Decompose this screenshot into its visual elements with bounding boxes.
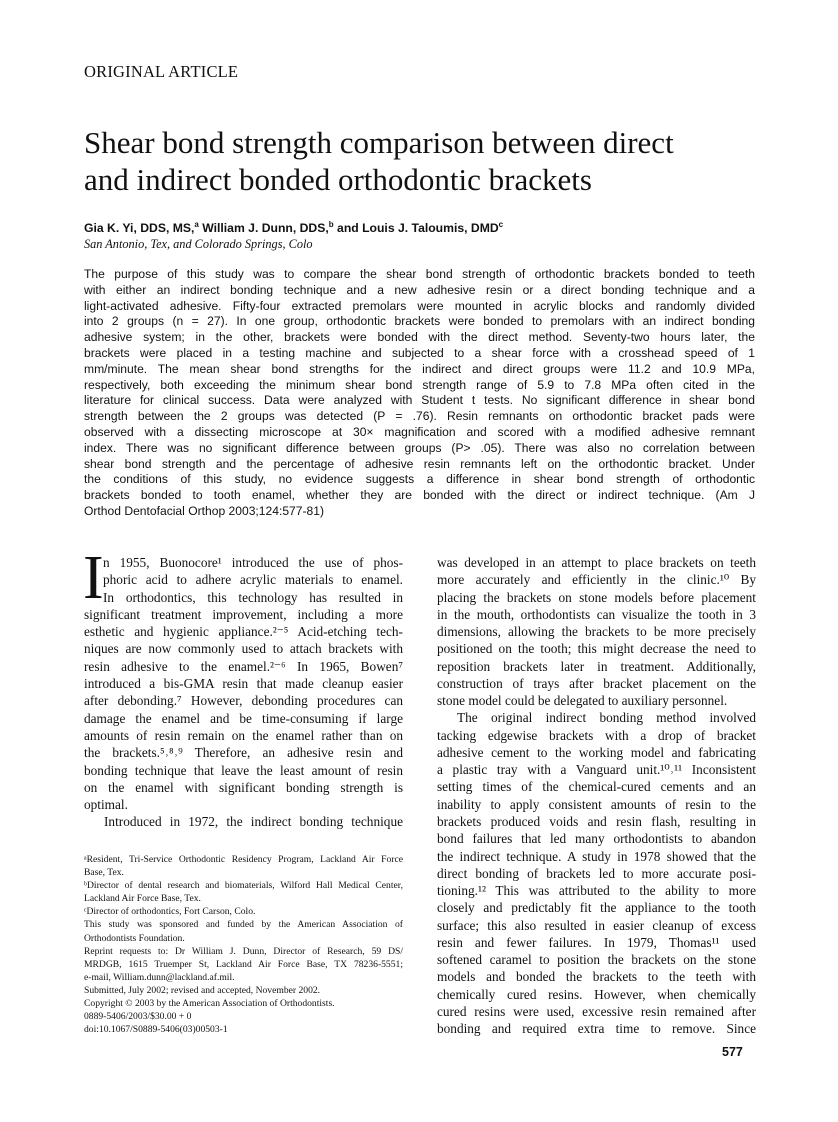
author-mark: a — [194, 220, 199, 229]
footnote-paragraph — [84, 918, 403, 944]
body-text-line: damage the enamel and be time-consuming if large — [84, 710, 403, 726]
page-number: 577 — [722, 1045, 743, 1059]
footnote-line: ᵇDirector of dental research and biomaterials, Wilford Hall Medical Center, — [84, 880, 403, 892]
footnote-line: Reprint requests to: Dr William J. Dunn, Director of Research, 59 DS/ — [84, 945, 403, 957]
body-text-line: bond failures that led many orthodontists to abandon — [437, 831, 756, 847]
abstract-line: with either an indirect bonding technique and a new adhesive resin or a direct bonding technique and a — [84, 282, 755, 297]
abstract-line: brackets bonded to tooth enamel, whether they are bonded with the direct or indirect technique. (Am J — [84, 488, 755, 503]
section-label: ORIGINAL ARTICLE — [84, 62, 239, 81]
body-column-left — [84, 554, 403, 831]
body-text-line: phoric acid to adhere acrylic materials to enamel. — [103, 572, 403, 588]
author-mark: b — [328, 220, 334, 229]
body-text-line: stone model could be delegated to auxiliary personnel. — [437, 693, 728, 709]
body-text-line: optimal. — [84, 797, 128, 813]
abstract-line: literature for clinical success. Data were analyzed with Student t tests. No significant difference in shear bond — [84, 393, 755, 408]
body-text-line: inability to apply consistent amounts of resin to the — [437, 796, 756, 812]
footnote-paragraph — [84, 997, 403, 1010]
body-text-line: resin and fewer failures. In 1979, Thomas¹¹ used — [437, 934, 756, 950]
body-text-line: Introduced in 1972, the indirect bonding technique — [104, 814, 403, 830]
abstract-line: strength between the 2 groups was detected (P = .76). Resin remnants on orthodontic bracket pads were — [84, 409, 755, 424]
footnote-line: doi:10.1067/S0889-5406(03)00503-1 — [84, 1024, 228, 1036]
body-text-line: construction of trays after bracket placement on the — [437, 675, 756, 691]
footnote-paragraph — [84, 853, 403, 879]
body-text-line: on the enamel with significant bonding strength is — [84, 779, 403, 795]
body-text-line: setting times of the chemical-cured cements and an — [437, 779, 756, 795]
body-text-line: tioning.¹² This was attributed to the ability to more — [437, 883, 756, 899]
abstract-line: observed with a dissecting microscope at 30× magnification and scored with a modified adhesive remnant — [84, 424, 755, 439]
abstract — [84, 267, 755, 520]
author-mark: c — [498, 220, 504, 229]
body-text-line: a plastic tray with a Vanguard unit.¹⁰˒¹¹ Inconsistent — [437, 762, 756, 778]
footnote-line: e-mail, William.dunn@lackland.af.mil. — [84, 971, 235, 983]
abstract-line: respectively, both exceeding the minimum shear bond strength range of 5.9 to 7.8 MPa often cited in the — [84, 377, 755, 392]
footnote-paragraph — [84, 1010, 403, 1023]
body-text-line: direct bonding of brackets led to more accurate posi- — [437, 865, 756, 881]
body-text-line: more accurately and efficiently in the clinic.¹⁰ By — [437, 572, 756, 588]
body-text-line: models and bonded the brackets to the teeth with — [437, 969, 756, 985]
abstract-line: index. There was no significant difference between groups (P> .05). There was also no correlation between — [84, 440, 755, 455]
affiliation: San Antonio, Tex, and Colorado Springs, Colo — [84, 237, 313, 251]
article-title — [84, 124, 784, 198]
body-text-line: resin adhesive to the enamel.²⁻⁶ In 1965, Bowen⁷ — [84, 658, 403, 674]
author-name: and Louis J. Taloumis, DMD — [337, 221, 499, 236]
body-text-line: the brackets.⁵˒⁸˒⁹ Therefore, an adhesive resin and — [84, 745, 403, 761]
author-name: William J. Dunn, DDS, — [202, 221, 329, 236]
footnotes — [84, 853, 403, 1036]
footnote-paragraph — [84, 905, 403, 918]
body-text-paragraph — [84, 813, 403, 830]
body-text-line: dimensions, allowing the brackets to be more precisely — [437, 624, 756, 640]
footnote-line: Copyright © 2003 by the American Association of Orthodontists. — [84, 998, 335, 1010]
footnote-paragraph — [84, 984, 403, 997]
author-name: Gia K. Yi, DDS, MS, — [84, 221, 195, 236]
body-text-line: introduced a bis-GMA resin that made cleanup easier — [84, 676, 403, 692]
body-text-paragraph — [84, 554, 403, 813]
footnote-line: ᵃResident, Tri-Service Orthodontic Residency Program, Lackland Air Force — [84, 854, 403, 865]
body-text-line: amounts of resin remain on the enamel rather than on — [84, 727, 403, 743]
abstract-line: The purpose of this study was to compare the shear bond strength of orthodontic brackets bonded to teeth — [84, 267, 755, 281]
abstract-line: light-activated adhesive. Fifty-four extracted premolars were mounted in acrylic blocks and randomly divided — [84, 298, 755, 313]
body-text-line: chemically cured resins. However, when chemically — [437, 986, 756, 1002]
body-text-line: esthetic and hygienic appliance.²⁻⁵ Acid-etching tech- — [84, 624, 403, 640]
body-text-line: cured resins were used, excessive resin remained after — [437, 1003, 756, 1019]
body-text-line: the indirect technique. A study in 1978 showed that the — [437, 848, 756, 864]
body-text-line: The original indirect bonding method involved — [457, 710, 756, 726]
body-text-line: in the mouth, orthodontists can visualize the tooth in 3 — [437, 606, 756, 622]
body-text-line: tacking edgewise brackets with a drop of bracket — [437, 727, 756, 743]
abstract-line: into 2 groups (n = 27). In one group, orthodontic brackets were bonded to premolars with an indirect bonding — [84, 314, 755, 329]
abstract-line: mm/minute. The mean shear bond strengths for the indirect and direct groups were 11.2 and 10.9 MPa, — [84, 361, 755, 376]
body-text-paragraph — [437, 709, 756, 1037]
body-text-line: was developed in an attempt to place brackets on teeth — [437, 555, 756, 570]
footnote-line: Orthodontists Foundation. — [84, 932, 185, 944]
body-text-line: placing the brackets on stone models before placement — [437, 589, 756, 605]
drop-cap: I — [83, 544, 104, 612]
footnote-paragraph — [84, 945, 403, 984]
abstract-line: brackets were placed in a testing machine and subjected to a shear force with a crosshead speed of 1 — [84, 345, 755, 360]
body-column-right — [437, 554, 756, 1037]
abstract-line: Orthod Dentofacial Orthop 2003;124:577-81) — [84, 503, 325, 518]
footnote-line: Lackland Air Force Base, Tex. — [84, 893, 201, 905]
body-text-paragraph — [437, 554, 756, 709]
body-text-line: In orthodontics, this technology has resulted in — [103, 589, 403, 605]
title-line: Shear bond strength comparison between direct — [84, 125, 674, 160]
abstract-line: shear bond strength and the percentage of adhesive resin remnants left on the orthodontic bracket. Under — [84, 456, 755, 471]
author-list — [84, 220, 503, 235]
body-text-line: niques are now commonly used to attach brackets with — [84, 641, 403, 657]
body-text-line: bonding technique that leave the least amount of resin — [84, 762, 403, 778]
body-text-line: n 1955, Buonocore¹ introduced the use of phos- — [103, 555, 403, 570]
body-text-line: significant treatment improvement, including a more — [84, 606, 403, 622]
body-text-line: softened caramel to position the brackets on the stone — [437, 952, 756, 968]
abstract-line: the conditions of this study, no evidence suggests a difference in shear bond strength of orthodontic — [84, 472, 755, 487]
body-text-line: after debonding.⁷ However, debonding procedures can — [84, 693, 403, 709]
body-text-line: surface; this also resulted in easier cleanup of excess — [437, 917, 756, 933]
title-line: and indirect bonded orthodontic brackets — [84, 162, 592, 197]
body-text-line: positioned on the tooth; this might decrease the need to — [437, 641, 756, 657]
footnote-line: This study was sponsored and funded by the American Association of — [84, 919, 403, 931]
body-text-line: reposition brackets later in treatment. Additionally, — [437, 658, 756, 674]
abstract-line: adhesive system; in the other, brackets were bonded with the direct method. Seventy-two hours later, the — [84, 330, 755, 345]
body-text-line: brackets produced voids and resin flash, resulting in — [437, 813, 756, 829]
body-text-line: bonding and required extra time to remove. Since — [437, 1021, 756, 1037]
body-text-line: closely and predictably fit the appliance to the tooth — [437, 900, 756, 916]
footnote-line: Base, Tex. — [84, 867, 124, 879]
footnote-paragraph — [84, 1023, 403, 1036]
footnote-line: ᶜDirector of orthodontics, Fort Carson, Colo. — [84, 906, 256, 918]
footnote-line: 0889-5406/2003/$30.00 + 0 — [84, 1011, 192, 1023]
footnote-line: MRDGB, 1615 Truemper St, Lackland Air Force Base, TX 78236-5551; — [84, 958, 403, 970]
footnote-line: Submitted, July 2002; revised and accepted, November 2002. — [84, 984, 321, 996]
footnote-paragraph — [84, 879, 403, 905]
body-text-line: adhesive cement to the working model and fabricating — [437, 744, 756, 760]
